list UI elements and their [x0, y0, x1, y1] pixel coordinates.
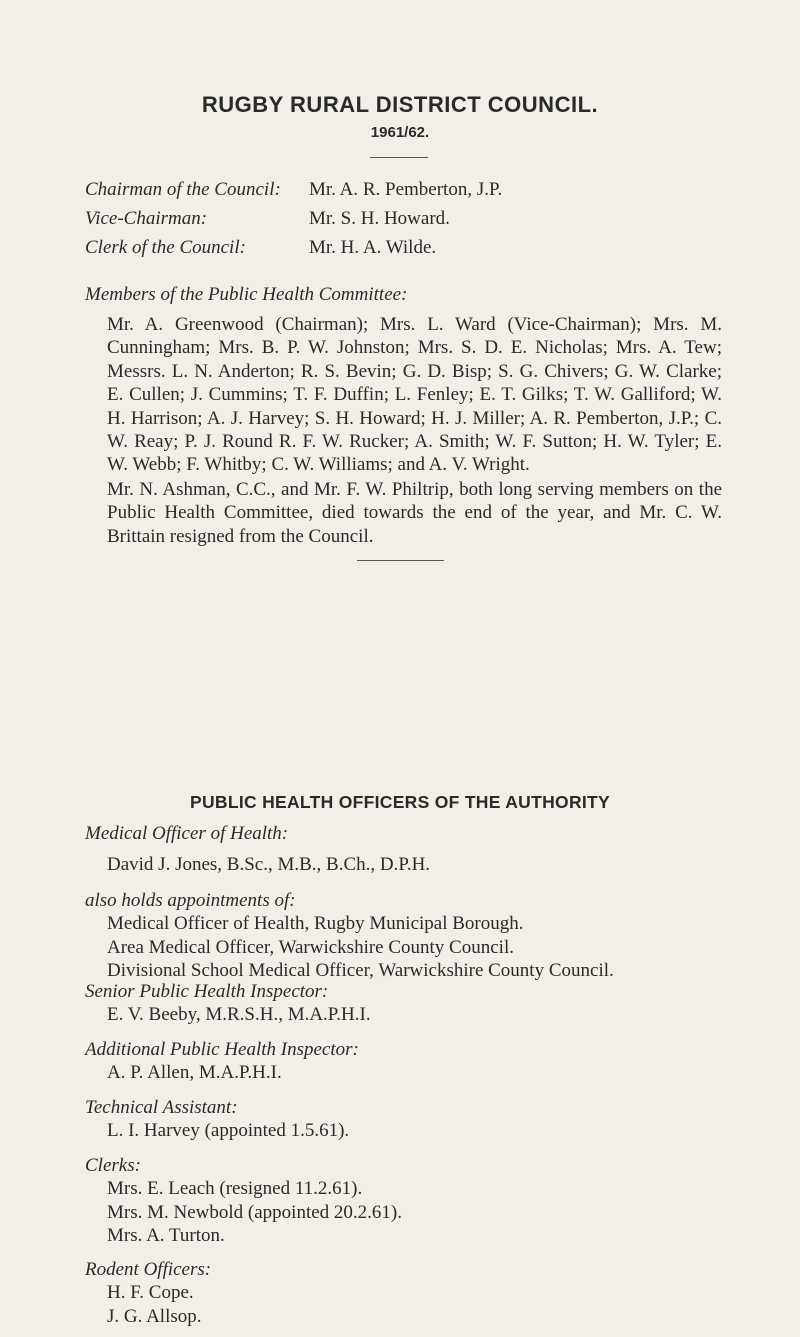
appointment-line: Area Medical Officer, Warwickshire County Council. — [107, 936, 514, 958]
appointment-line: Divisional School Medical Officer, Warwickshire County Council. — [107, 960, 614, 982]
appointment-line: Medical Officer of Health, Rugby Municipal Borough. — [107, 913, 524, 935]
section-line: Mrs. E. Leach (resigned 11.2.61). — [107, 1178, 363, 1200]
section-label: Senior Public Health Inspector: — [85, 981, 329, 1002]
section-line: J. G. Allsop. — [107, 1305, 202, 1327]
section-label: Technical Assistant: — [85, 1097, 238, 1118]
section-label: Rodent Officers: — [85, 1259, 212, 1280]
additional-inspector-section — [85, 1038, 359, 1085]
officer-role: Vice-Chairman: — [85, 208, 208, 229]
senior-inspector-section — [85, 980, 371, 1027]
section-line: Mrs. M. Newbold (appointed 20.2.61). — [107, 1201, 402, 1223]
section-label: Clerks: — [85, 1155, 141, 1176]
committee-heading: Members of the Public Health Committee: — [85, 284, 408, 305]
officer-role: Clerk of the Council: — [85, 237, 246, 258]
officer-name: Mr. A. R. Pemberton, J.P. — [309, 179, 503, 200]
rodent-officers-section — [85, 1258, 211, 1328]
officer-name: Mr. H. A. Wilde. — [309, 237, 437, 258]
section-line: L. I. Harvey (appointed 1.5.61). — [107, 1120, 350, 1142]
officer-name: Mr. S. H. Howard. — [309, 208, 450, 229]
officer-row-vice-chairman — [85, 207, 450, 231]
officer-row-clerk — [85, 236, 436, 260]
council-title: RUGBY RURAL DISTRICT COUNCIL. — [201, 92, 599, 117]
section-line: Mrs. A. Turton. — [107, 1225, 225, 1247]
clerks-section — [85, 1154, 402, 1248]
committee-note: Mr. N. Ashman, C.C., and Mr. F. W. Philtrip, both long serving members on the Public Health Committee, died towards the end of the year, and Mr. C. W. Brittain resigned from the Council. — [107, 479, 722, 547]
officer-role: Chairman of the Council: — [85, 179, 281, 200]
technical-assistant-section — [85, 1096, 349, 1143]
section-line: E. V. Beeby, M.R.S.H., M.A.P.H.I. — [107, 1004, 371, 1026]
section-line: A. P. Allen, M.A.P.H.I. — [107, 1062, 282, 1084]
year-label: 1961/62. — [370, 124, 430, 141]
moh-name: David J. Jones, B.Sc., M.B., B.Ch., D.P.H. — [107, 854, 431, 876]
committee-members: Mr. A. Greenwood (Chairman); Mrs. L. Ward (Vice-Chairman); Mrs. M. Cunningham; Mrs. B. P. W. Johnston; Mrs. S. D. E. Nicholas; Mrs. A. Tew; Messrs. L. N. Anderton; R. S. Bevin; G. D. Bisp; S. G. Chivers; G. W. Clarke; E. Cullen; J. Cummins; T. F. Duffin; L. Fenley; E. T. Gilks; T. W. Galliford; W. H. Harrison; A. J. Harvey; S. H. Howard; H. J. Miller; A. R. Pemberton, J.P.; C. W. Reay; P. J. Round R. F. W. Rucker; A. Smith; W. F. Sutton; H. W. Tyler; E. W. Webb; F. Whitby; C. W. Williams; and A. V. Wright. — [107, 314, 722, 476]
officer-row-chairman — [85, 178, 502, 202]
section-line: H. F. Cope. — [107, 1282, 194, 1304]
moh-block — [85, 822, 614, 982]
section-label: Additional Public Health Inspector: — [85, 1039, 359, 1060]
section-label: Medical Officer of Health: — [85, 823, 289, 844]
officers-heading: PUBLIC HEALTH OFFICERS OF THE AUTHORITY — [189, 792, 611, 812]
divider — [357, 560, 444, 561]
appointments-label: also holds appointments of: — [85, 889, 296, 911]
divider — [370, 157, 428, 158]
